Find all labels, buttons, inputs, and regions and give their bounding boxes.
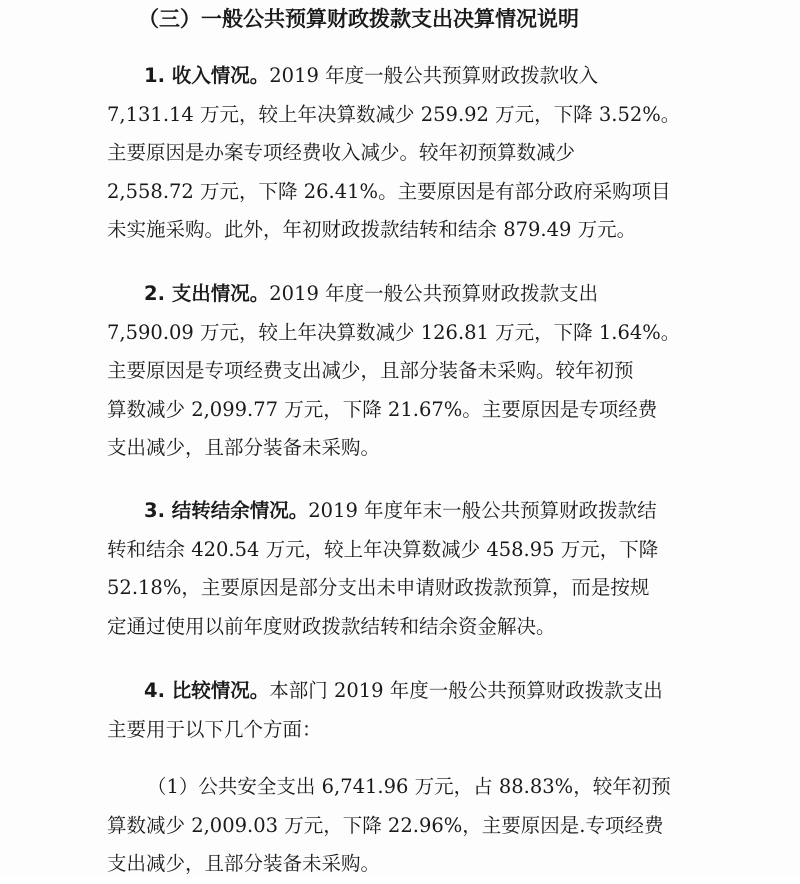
paragraph-line: 7,131.14 万元，较上年决算数减少 259.92 万元，下降 3.52%。: [107, 102, 681, 126]
paragraph-line: 支出减少，且部分装备未采购。: [107, 436, 381, 460]
paragraph-line: 主要原因是专项经费支出减少，且部分装备未采购。较年初预: [107, 359, 634, 383]
public-security-item: [107, 768, 707, 884]
paragraph-line: 52.18%，主要原因是部分支出未申请财政拨款预算，而是按规: [107, 576, 650, 600]
income-paragraph: [107, 57, 707, 250]
carryover-paragraph: [107, 492, 707, 646]
income-title: 1. 收入情况。: [144, 64, 270, 87]
paragraph-line: 7,590.09 万元，较上年决算数减少 126.81 万元，下降 1.64%。: [107, 320, 681, 344]
paragraph-line: 支出减少，且部分装备未采购。: [107, 852, 381, 876]
comparison-title: 4. 比较情况。: [144, 679, 270, 702]
comparison-paragraph: [107, 672, 707, 749]
paragraph-line: 1. 收入情况。2019 年度一般公共预算财政拨款收入: [144, 64, 599, 87]
section-heading: （三）一般公共预算财政拨款支出决算情况说明: [138, 7, 579, 31]
paragraph-line: 3. 结转结余情况。2019 年度年末一般公共预算财政拨款结: [144, 499, 657, 522]
paragraph-line: 算数减少 2,099.77 万元，下降 21.67%。主要原因是专项经费: [107, 397, 658, 421]
paragraph-line: 转和结余 420.54 万元，较上年决算数减少 458.95 万元，下降: [107, 537, 659, 561]
expenditure-title: 2. 支出情况。: [144, 282, 270, 305]
paragraph-line: 主要原因是办案专项经费收入减少。较年初预算数减少: [107, 141, 576, 165]
paragraph-line: （1）公共安全支出 6,741.96 万元，占 88.83%，较年初预: [147, 775, 671, 798]
expenditure-paragraph: [107, 275, 707, 468]
paragraph-line: 算数减少 2,009.03 万元，下降 22.96%，主要原因是.专项经费: [107, 813, 664, 837]
paragraph-line: 未实施采购。此外，年初财政拨款结转和结余 879.49 万元。: [107, 218, 637, 242]
paragraph-line: 4. 比较情况。本部门 2019 年度一般公共预算财政拨款支出: [144, 679, 663, 702]
paragraph-line: 2. 支出情况。2019 年度一般公共预算财政拨款支出: [144, 282, 599, 305]
paragraph-line: 主要用于以下几个方面：: [107, 717, 322, 741]
paragraph-line: 定通过使用以前年度财政拨款结转和结余资金解决。: [107, 614, 556, 638]
paragraph-line: 2,558.72 万元，下降 26.41%。主要原因是有部分政府采购项目: [107, 179, 671, 203]
carryover-title: 3. 结转结余情况。: [144, 499, 309, 522]
